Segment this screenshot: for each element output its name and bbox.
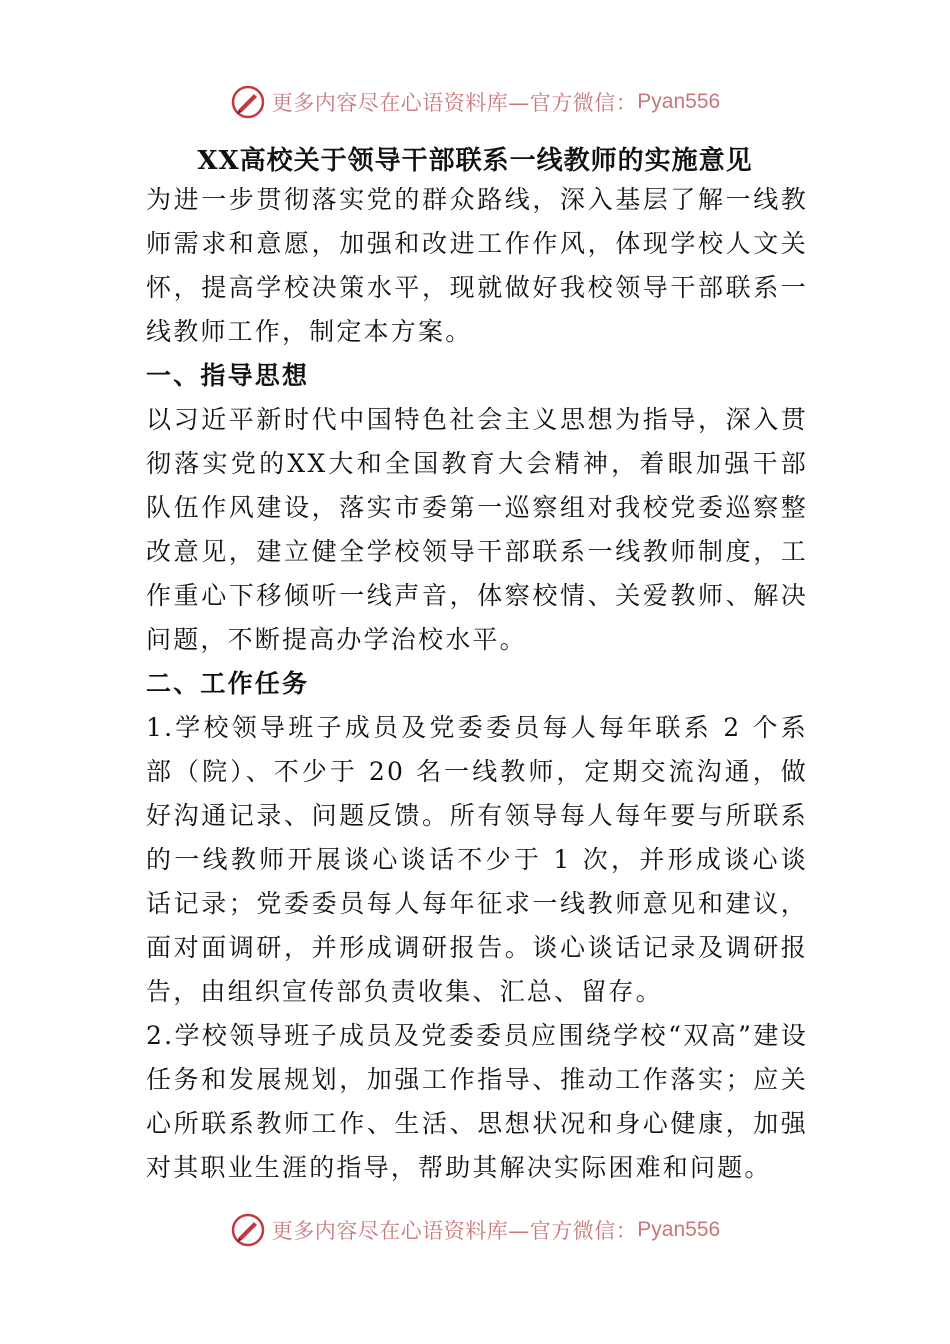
watermark-header (0, 82, 950, 122)
section-heading-guiding-ideology: 一、指导思想 (146, 361, 310, 390)
task-item-2: 2.学校领导班子成员及党委委员应围绕学校“双高”建设任务和发展规划，加强工作指导、推动工作落实；应关心所联系教师工作、生活、思想状况和身心健康，加强对其职业生涯的指导，帮助其解决实际困难和问题。 (146, 1021, 808, 1182)
pen-logo-icon (230, 1212, 266, 1248)
document-body (146, 178, 808, 1190)
intro-paragraph: 为进一步贯彻落实党的群众路线，深入基层了解一线教师需求和意愿，加强和改进工作作风，体现学校人文关怀，提高学校决策水平，现就做好我校领导干部联系一线教师工作，制定本方案。 (146, 185, 808, 346)
watermark-handle: Pyan556 (637, 1218, 721, 1241)
section-paragraph-guiding-ideology: 以习近平新时代中国特色社会主义思想为指导，深入贯彻落实党的XX大和全国教育大会精神，着眼加强干部队伍作风建设，落实市委第一巡察组对我校党委巡察整改意见，建立健全学校领导干部联系一线教师制度，工作重心下移倾听一线声音，体察校情、关爱教师、解决问题，不断提高办学治校水平。 (146, 405, 808, 654)
watermark-text: 更多内容尽在心语资料库—官方微信： (271, 1219, 638, 1243)
watermark-text: 更多内容尽在心语资料库—官方微信： (271, 91, 638, 115)
watermark-handle: Pyan556 (637, 90, 721, 113)
watermark-footer (0, 1210, 950, 1250)
section-heading-work-tasks: 二、工作任务 (146, 669, 310, 698)
pen-logo-icon (230, 84, 266, 120)
document-title: XX高校关于领导干部联系一线教师的实施意见 (197, 146, 753, 176)
task-item-1: 1.学校领导班子成员及党委委员每人每年联系 2 个系部（院）、不少于 20 名一线教师，定期交流沟通，做好沟通记录、问题反馈。所有领导每人每年要与所联系的一线教师开展谈心谈话不少于 1 次，并形成谈心谈话记录；党委委员每人每年征求一线教师意见和建议，面对面调研，并形成调研报告。谈心谈话记录及调研报告，由组织宣传部负责收集、汇总、留存。 (146, 713, 808, 1006)
